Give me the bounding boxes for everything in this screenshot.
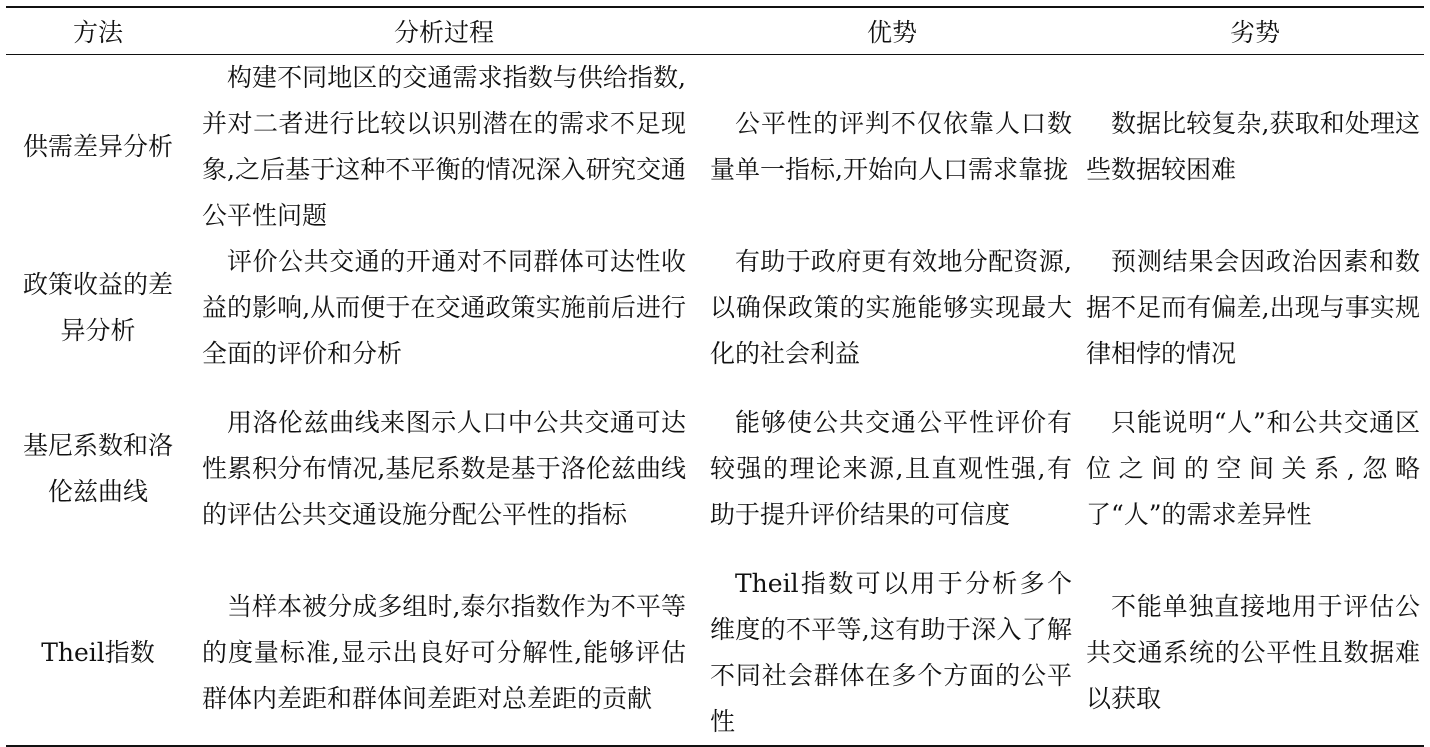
disadvantage-cell: 数据比较复杂,获取和处理这些数据较困难 — [1086, 109, 1420, 184]
table-row — [6, 239, 1424, 377]
table-header — [6, 7, 1424, 55]
disadvantage-cell: 不能单独直接地用于评估公共交通系统的公平性且数据难以获取 — [1086, 592, 1420, 713]
process-cell: 当样本被分成多组时,泰尔指数作为不平等的度量标准,显示出良好可分解性,能够评估群体内差距和群体间差距对总差距的贡献 — [202, 592, 686, 713]
comparison-table — [6, 6, 1424, 747]
header-advantage: 优势 — [866, 18, 917, 47]
advantage-cell: 公平性的评判不仅依靠人口数量单一指标,开始向人口需求靠拢 — [710, 109, 1072, 184]
header-disadvantage: 劣势 — [1229, 18, 1280, 47]
process-cell: 用洛伦兹曲线来图示人口中公共交通可达性累积分布情况,基尼系数是基于洛伦兹曲线的评估公共交通设施分配公平性的指标 — [202, 408, 686, 529]
process-cell: 构建不同地区的交通需求指数与供给指数,并对二者进行比较以识别潜在的需求不足现象,之后基于这种不平衡的情况深入研究交通公平性问题 — [202, 63, 686, 230]
table-row — [6, 55, 1424, 240]
advantage-cell: 能够使公共交通公平性评价有较强的理论来源,且直观性强,有助于提升评价结果的可信度 — [710, 408, 1072, 529]
header-process: 分析过程 — [393, 18, 494, 47]
process-cell: 评价公共交通的开通对不同群体可达性收益的影响,从而便于在交通政策实施前后进行全面的评价和分析 — [202, 247, 686, 368]
comparison-table-container — [6, 6, 1424, 747]
method-cell: 供需差异分析 — [22, 132, 173, 161]
disadvantage-cell: 预测结果会因政治因素和数据不足而有偏差,出现与事实规律相悖的情况 — [1086, 247, 1420, 368]
table-row — [6, 377, 1424, 561]
header-row — [6, 7, 1424, 55]
method-cell: 基尼系数和洛伦兹曲线 — [22, 431, 173, 506]
method-cell: Theil指数 — [41, 638, 155, 667]
table-body — [6, 55, 1424, 747]
method-cell: 政策收益的差异分析 — [22, 270, 173, 345]
disadvantage-cell: 只能说明“人”和公共交通区位之间的空间关系,忽略了“人”的需求差异性 — [1086, 408, 1420, 529]
header-method: 方法 — [72, 18, 123, 47]
advantage-cell: 有助于政府更有效地分配资源,以确保政策的实施能够实现最大化的社会利益 — [710, 247, 1072, 368]
advantage-cell: Theil指数可以用于分析多个维度的不平等,这有助于深入了解不同社会群体在多个方面的公平性 — [710, 569, 1072, 736]
table-row — [6, 561, 1424, 746]
